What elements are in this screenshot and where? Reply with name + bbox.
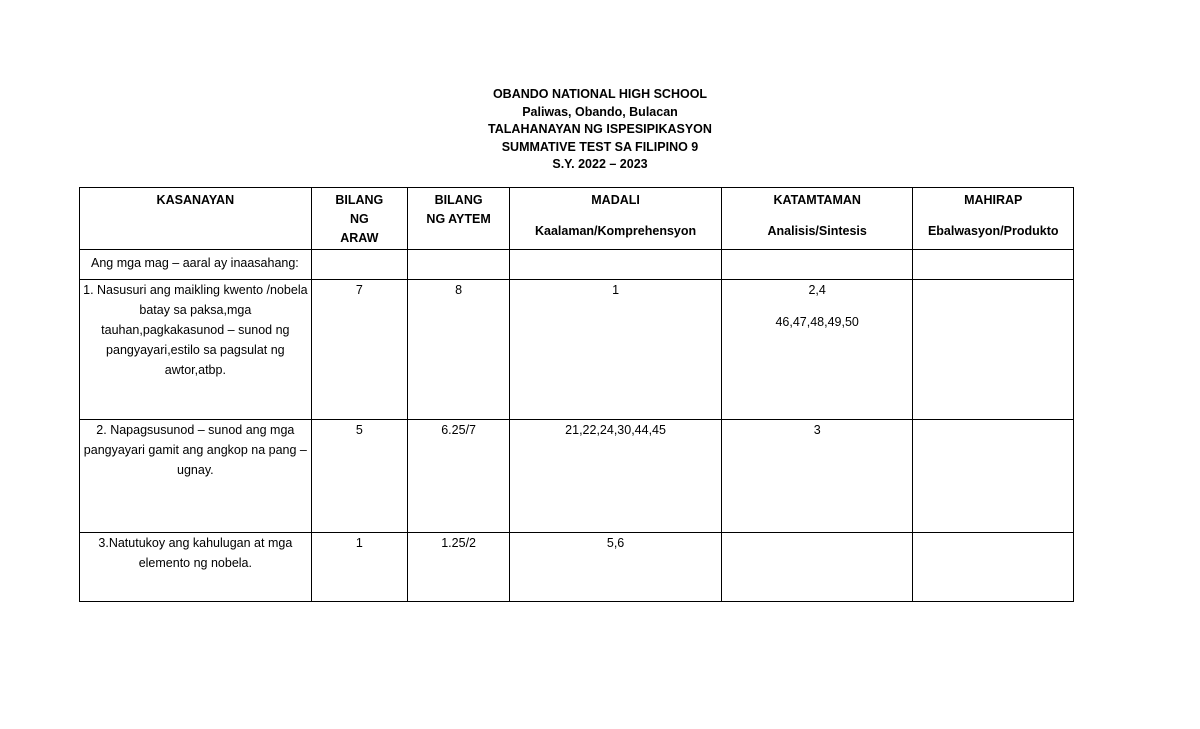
average-cell [721, 533, 913, 602]
column-header-easy [510, 188, 722, 250]
table-intro-row [80, 250, 1074, 280]
hard-cell [913, 420, 1074, 533]
table-cell [311, 250, 407, 280]
table-header-row [80, 188, 1074, 250]
table-row [80, 420, 1074, 533]
column-header-days: BILANG NG ARAW [311, 188, 407, 250]
average-value: 2,4 [808, 283, 826, 297]
hard-cell [913, 280, 1074, 420]
items-cell: 6.25/7 [407, 420, 509, 533]
easy-cell: 5,6 [510, 533, 722, 602]
table-row [80, 280, 1074, 420]
table-cell [510, 250, 722, 280]
column-header-hard [913, 188, 1074, 250]
specification-table [79, 187, 1074, 602]
column-header-average-sub: Analisis/Sintesis [767, 224, 867, 238]
days-cell: 5 [311, 420, 407, 533]
column-header-items: BILANG NG AYTEM [407, 188, 509, 250]
average-cell [721, 280, 913, 420]
days-cell: 7 [311, 280, 407, 420]
easy-cell: 1 [510, 280, 722, 420]
table-row [80, 533, 1074, 602]
hard-cell [913, 533, 1074, 602]
column-header-easy-label: MADALI [591, 193, 640, 207]
easy-cell: 21,22,24,30,44,45 [510, 420, 722, 533]
school-name: OBANDO NATIONAL HIGH SCHOOL [492, 87, 708, 101]
column-header-easy-sub: Kaalaman/Komprehensyon [534, 224, 697, 238]
items-cell: 8 [407, 280, 509, 420]
intro-text: Ang mga mag – aaral ay inaasahang: [80, 250, 312, 280]
table-cell [721, 250, 913, 280]
school-address: Paliwas, Obando, Bulacan [522, 104, 678, 119]
column-header-hard-label: MAHIRAP [964, 193, 1023, 207]
table-cell [913, 250, 1074, 280]
column-header-skill: KASANAYAN [80, 188, 312, 250]
items-cell: 1.25/2 [407, 533, 509, 602]
skill-cell: 3.Natutukoy ang kahulugan at mga elemento ng nobela. [80, 533, 312, 602]
column-header-hard-sub: Ebalwasyon/Produkto [927, 224, 1059, 238]
days-cell: 1 [311, 533, 407, 602]
school-year: S.Y. 2022 – 2023 [552, 157, 648, 171]
column-header-average-label: KATAMTAMAN [773, 193, 861, 207]
average-cell: 3 [721, 420, 913, 533]
table-cell [407, 250, 509, 280]
skill-cell: 2. Napagsusunod – sunod ang mga pangyayari gamit ang angkop na pang – ugnay. [80, 420, 312, 533]
column-header-average [721, 188, 913, 250]
test-title: SUMMATIVE TEST SA FILIPINO 9 [501, 139, 699, 154]
document-header [0, 86, 1200, 174]
skill-cell: 1. Nasusuri ang maikling kwento /nobela batay sa paksa,mga tauhan,pagkakasunod – sunod ng pangyayari,estilo sa pagsulat ng awtor,atbp. [80, 280, 312, 420]
average-value-2: 46,47,48,49,50 [775, 315, 859, 329]
document-title: TALAHANAYAN NG ISPESIPIKASYON [488, 122, 712, 136]
